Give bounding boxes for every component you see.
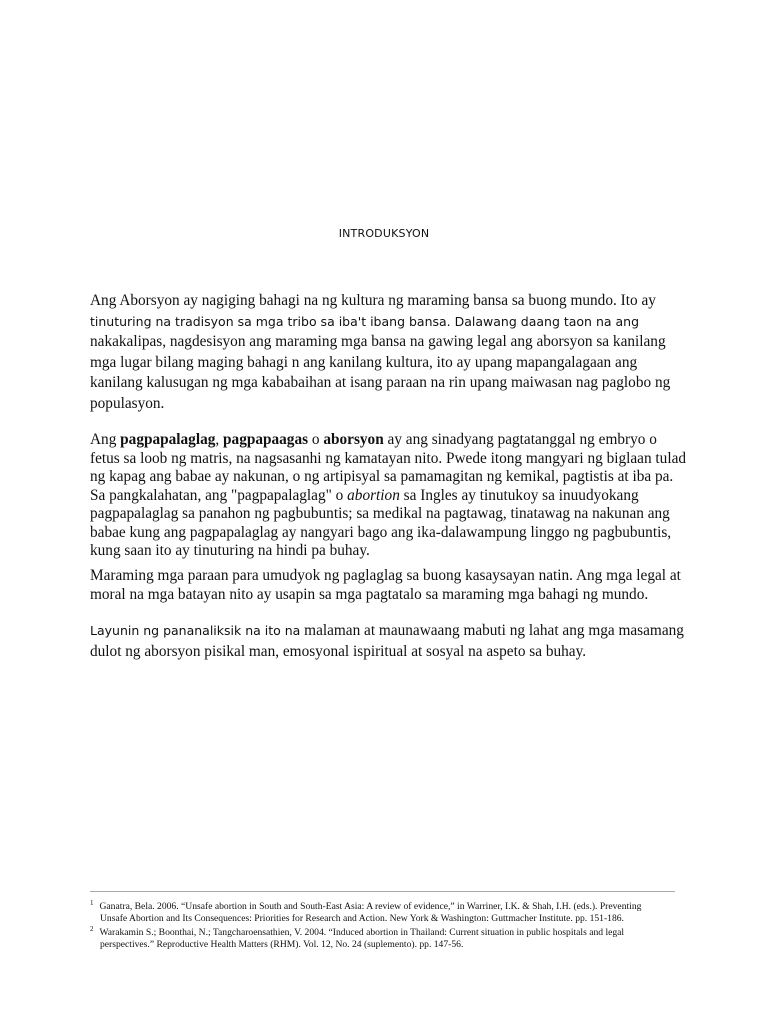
footnote-2-continued: perspectives.” Reproductive Health Matters (RHM). Vol. 12, No. 24 (suplemento). pp. 147-56. bbox=[100, 938, 464, 950]
text-line: fetus sa loob ng matris, na nagsasanhi ng kamatayan nito. Pwede itong mangyari ng biglaan tulad bbox=[90, 449, 687, 467]
text-line: populasyon. bbox=[90, 394, 165, 412]
footnote-1: $^1$ Ganatra, Bela. 2006. “Unsafe abortion in South and South-East Asia: A review of evidence,” in Warriner, I.K. & Shah, I.H. (eds.). Preventing bbox=[90, 899, 642, 913]
bold-term: pagpapaagas bbox=[223, 431, 309, 448]
text-line: moral na mga batayan nito ay usapin sa mga pagtatalo sa maraming mga bahagi ng mundo. bbox=[90, 585, 649, 603]
footnote-number: 2 bbox=[90, 925, 94, 934]
footnote-number: 1 bbox=[90, 899, 94, 907]
footnotes bbox=[90, 898, 680, 950]
italic-term: abortion bbox=[347, 486, 400, 504]
text-line: Ang pagpapalaglag, pagpapaagas o aborsyon ay ang sinadyang pagtatanggal ng embryo o bbox=[90, 431, 657, 448]
bold-term: aborsyon bbox=[323, 431, 384, 448]
text-line: Maraming mga paraan para umudyok ng paglaglag sa buong kasaysayan natin. Ang mga legal at bbox=[90, 567, 681, 584]
text-line: tinuturing na tradisyon sa mga tribo sa iba't ibang bansa. Dalawang daang taon na ang bbox=[90, 313, 640, 329]
text-line: kanilang kalusugan ng mga kababaihan at isang paraan na rin upang maiwasan nag paglobo ng bbox=[90, 374, 671, 391]
text-line: ng kapag ang babae ay nakunan, o ng artipisyal sa pamamagitan ng kemikal, pagtistis at iba pa. bbox=[90, 468, 674, 485]
text-line: nakakalipas, nagdesisyon ang maraming mga bansa na gawing legal ang aborsyon sa kanilang bbox=[90, 333, 666, 350]
document-title: INTRODUKSYON bbox=[338, 227, 430, 240]
text-line: Ang Aborsyon ay nagiging bahagi na ng kultura ng maraming bansa sa buong mundo. Ito ay bbox=[90, 292, 656, 309]
footnote-2: $^2$ Warakamin S.; Boonthai, N.; Tangcharoensathien, V. 2004. “Induced abortion in Thailand: Current situation in public hospitals and legal bbox=[90, 925, 625, 939]
text-line: babae kung ang pagpapalaglag ay nangyari bago ang ika-dalawampung linggo ng pagbubuntis, bbox=[90, 523, 672, 541]
text-line: mga lugar bilang maging bahagi n ang kanilang kultura, ito ay upang mapangalagaan ang bbox=[90, 353, 638, 371]
paragraph-definition bbox=[90, 431, 687, 561]
text-line: Layunin ng pananaliksik na ito na malaman at maunawaang mabuti ng lahat ang mga masamang bbox=[90, 622, 684, 639]
paragraph-history bbox=[90, 567, 680, 604]
text-line: Sa pangkalahatan, ang "pagpapalaglag" o abortion sa Ingles ay tinutukoy sa inuudyokang bbox=[90, 486, 639, 504]
bold-term: pagpapalaglag bbox=[120, 431, 216, 448]
paragraph-objective bbox=[90, 621, 684, 662]
text-line: kung saan ito ay tinuturing na hindi pa buhay. bbox=[90, 542, 370, 559]
footnote-1-continued: Unsafe Abortion and Its Consequences: Priorities for Research and Action. New York & Washington: Guttmacher Institute. pp. 151-186. bbox=[100, 912, 624, 924]
text-line: dulot ng aborsyon pisikal man, emosyonal ispiritual at sosyal na aspeto sa buhay. bbox=[90, 642, 587, 660]
footnote-separator bbox=[90, 891, 675, 892]
paragraph-intro bbox=[90, 291, 680, 414]
text-line: pagpapalaglag sa panahon ng pagbubuntis; sa medikal na pagtawag, tinatawag na nakunan ang bbox=[90, 505, 670, 522]
